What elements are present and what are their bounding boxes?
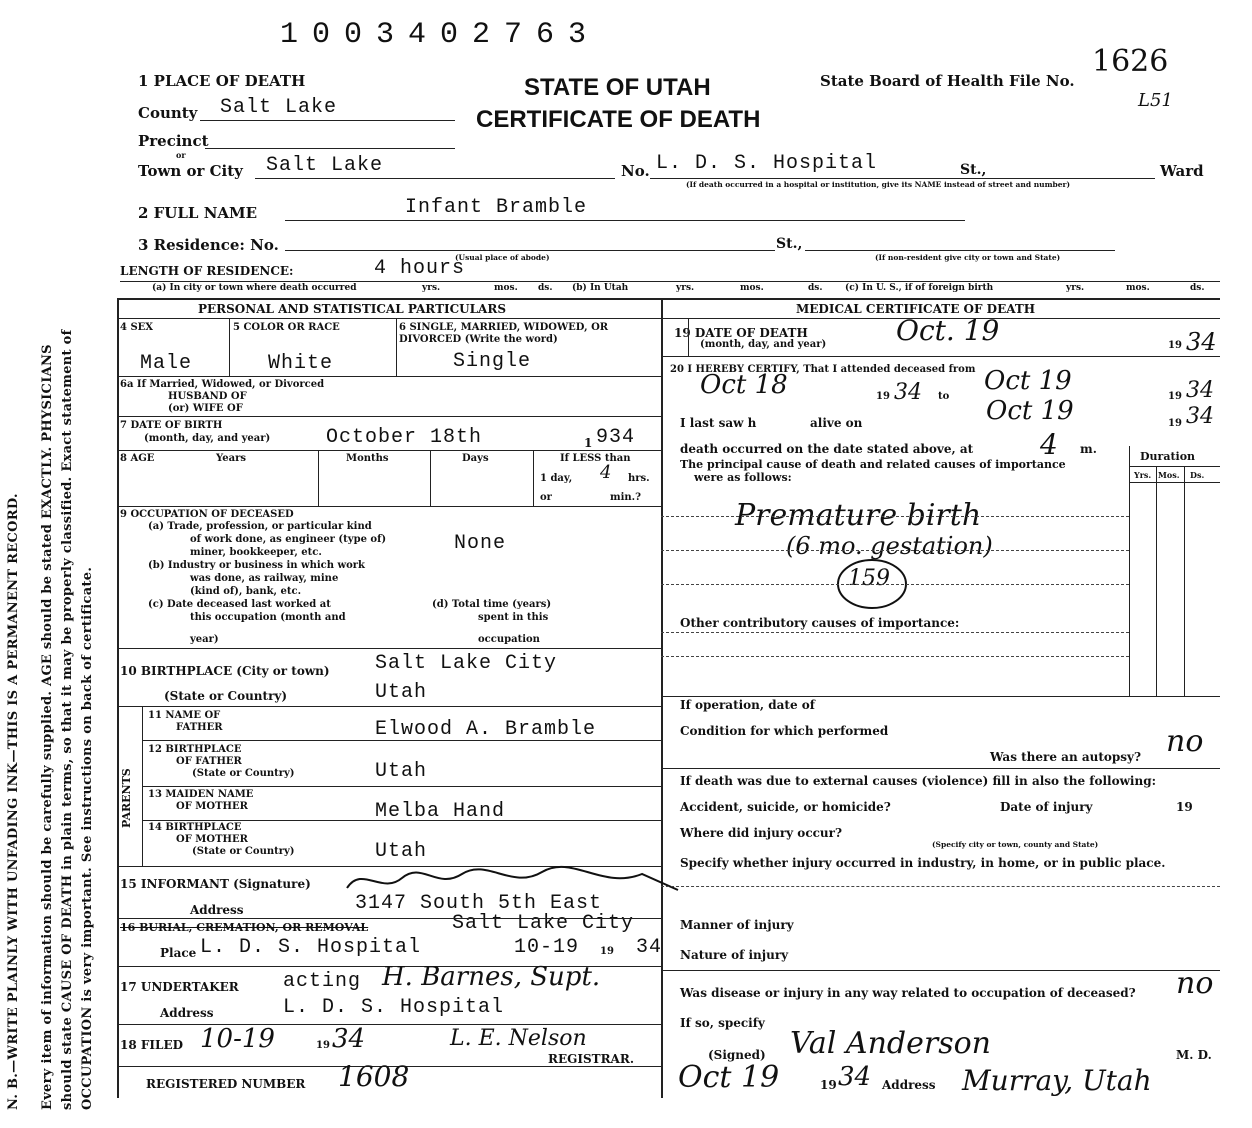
- if-so-label: If so, specify: [680, 1016, 765, 1030]
- accident-label: Accident, suicide, or homicide?: [680, 800, 891, 814]
- md-label: M. D.: [1176, 1048, 1212, 1062]
- contributory-label: Other contributory causes of importance:: [680, 616, 960, 630]
- father-label-2: FATHER: [176, 722, 223, 733]
- margin-line-4: OCCUPATION is very important. See instructions on back of certificate.: [80, 566, 95, 1110]
- dur-mos: Mos.: [1158, 470, 1180, 480]
- dob-label-2: (month, day, and year): [144, 433, 271, 444]
- dod-label-2: (month, day, and year): [700, 339, 827, 350]
- attended-to: Oct 19: [984, 366, 1072, 396]
- registrar-label: REGISTRAR.: [548, 1052, 635, 1066]
- filed-year: 34: [332, 1024, 366, 1054]
- occupation-label: 9 OCCUPATION OF DECEASED: [120, 509, 294, 520]
- informant-address-label: Address: [190, 903, 244, 917]
- duration-label: Duration: [1140, 450, 1196, 463]
- ward-label: Ward: [1160, 162, 1204, 180]
- county-label: County: [138, 104, 198, 122]
- address-value: L. D. S. Hospital: [656, 152, 878, 175]
- margin-line-3: should state CAUSE OF DEATH in plain terms, so that it may be properly classified. Exact statement of: [60, 329, 75, 1110]
- specify-label: Specify whether injury occurred in industry, in home, or in public place.: [680, 856, 1166, 870]
- dob-year-prefix: 1: [584, 436, 593, 450]
- signed-date: Oct 19: [678, 1060, 780, 1095]
- burial-year: 34: [636, 936, 663, 959]
- personal-header: PERSONAL AND STATISTICAL PARTICULARS: [198, 302, 507, 316]
- occupation-c1: (c) Date deceased last worked at: [148, 599, 331, 610]
- file-label: State Board of Health File No.: [820, 72, 1075, 90]
- mother-bp-label-2: OF MOTHER: [176, 834, 248, 845]
- birthplace-city: Salt Lake City: [375, 652, 558, 675]
- injury-date-label: Date of injury: [1000, 800, 1093, 814]
- mos-b: mos.: [740, 283, 764, 293]
- last-saw-tail: alive on: [810, 416, 863, 430]
- spouse-label-3: (or) WIFE OF: [168, 403, 243, 414]
- cause-2: (6 mo. gestation): [786, 532, 993, 560]
- yrs-c: yrs.: [1066, 283, 1085, 293]
- occupation-a1: (a) Trade, profession, or particular kind: [148, 521, 372, 532]
- manner-label: Manner of injury: [680, 918, 794, 932]
- physician-address: Murray, Utah: [962, 1064, 1152, 1097]
- cause-1: Premature birth: [735, 498, 982, 533]
- birthplace-state-label: (State or Country): [164, 689, 288, 703]
- last-saw-label: I last saw h: [680, 416, 757, 430]
- length-sub-b: (b) In Utah: [572, 283, 629, 293]
- occupation-d1: (d) Total time (years): [432, 599, 552, 610]
- less-label: If LESS than: [560, 453, 631, 464]
- ds-a: ds.: [538, 283, 553, 293]
- birthplace-state: Utah: [375, 681, 428, 704]
- informant-address-2: Salt Lake City: [452, 912, 635, 935]
- years-label: Years: [216, 453, 247, 464]
- autopsy-value: no: [1166, 724, 1204, 759]
- mother-label-2: OF MOTHER: [176, 801, 248, 812]
- dod-year-prefix: 19: [1168, 340, 1182, 351]
- undertaker-label: 17 UNDERTAKER: [120, 980, 239, 994]
- abode-note: (Usual place of abode): [455, 253, 550, 262]
- undertaker-signature: H. Barnes, Supt.: [382, 962, 601, 992]
- informant-label: 15 INFORMANT (Signature): [120, 877, 311, 891]
- cause-code: 159: [848, 566, 890, 591]
- physician-signature: Val Anderson: [790, 1026, 991, 1061]
- address-note: (If death occurred in a hospital or institution, give its NAME instead of street and number): [686, 180, 1071, 189]
- to-year: 34: [1186, 378, 1214, 403]
- physician-address-label: Address: [882, 1078, 936, 1092]
- to-label: to: [938, 391, 950, 402]
- certify-label: 20 I HEREBY CERTIFY, That I attended deceased from: [670, 364, 976, 375]
- autopsy-label: Was there an autopsy?: [990, 750, 1142, 764]
- mos-c: mos.: [1126, 283, 1150, 293]
- burial-place-label: Place: [160, 946, 197, 960]
- condition-label: Condition for which performed: [680, 724, 889, 738]
- burial-date: 10-19: [514, 936, 580, 959]
- no-label: No.: [621, 162, 650, 180]
- signed-year-prefix: 19: [820, 1078, 837, 1092]
- certificate-title: CERTIFICATE OF DEATH: [476, 106, 761, 133]
- mother-bp-value: Utah: [375, 840, 428, 863]
- yrs-a: yrs.: [422, 283, 441, 293]
- registered-label: REGISTERED NUMBER: [146, 1077, 306, 1091]
- length-sub-c: (c) In U. S., if of foreign birth: [845, 283, 994, 293]
- or-label-age: or: [540, 492, 552, 503]
- occupation-d2: spent in this: [478, 612, 549, 623]
- mother-label-1: 13 MAIDEN NAME: [148, 789, 254, 800]
- full-name-label: 2 FULL NAME: [138, 204, 258, 222]
- ds-c: ds.: [1190, 283, 1205, 293]
- file-number: 1626: [1092, 44, 1169, 79]
- dod-year: 34: [1186, 328, 1217, 356]
- sex-label: 4 SEX: [120, 322, 154, 333]
- signed-year: 34: [838, 1062, 872, 1092]
- father-bp-label-3: (State or Country): [192, 768, 295, 779]
- burial-place: L. D. S. Hospital: [200, 936, 422, 959]
- spouse-label-1: 6a If Married, Widowed, or Divorced: [120, 379, 325, 390]
- county-value: Salt Lake: [220, 96, 338, 119]
- dur-yrs: Yrs.: [1134, 470, 1152, 480]
- occupation-d3: occupation: [478, 634, 540, 645]
- city-label: Town or City: [138, 162, 243, 180]
- last-saw-year: 34: [1186, 404, 1214, 429]
- occurred-time: 4: [1040, 428, 1058, 461]
- burial-label: 16 BURIAL, CREMATION, OR REMOVAL: [120, 921, 369, 934]
- attended-from: Oct 18: [700, 370, 788, 400]
- days-label: Days: [462, 453, 489, 464]
- ds-b: ds.: [808, 283, 823, 293]
- burial-year-prefix: 19: [600, 946, 614, 957]
- spouse-label-2: HUSBAND OF: [168, 391, 247, 402]
- city-value: Salt Lake: [266, 154, 384, 177]
- father-bp-label-2: OF FATHER: [176, 756, 242, 767]
- informant-address: 3147 South 5th East: [355, 892, 603, 915]
- dob-value: October 18th: [326, 426, 483, 449]
- last-saw-year-prefix: 19: [1168, 418, 1182, 429]
- age-label: 8 AGE: [120, 453, 155, 464]
- undertaker-address: L. D. S. Hospital: [283, 996, 505, 1019]
- nonres-note: (If non-resident give city or town and State): [875, 253, 1061, 262]
- registered-value: 1608: [338, 1060, 410, 1093]
- serial-number: 1003402763: [280, 18, 601, 52]
- from-year-prefix: 19: [876, 391, 890, 402]
- mother-bp-label-3: (State or Country): [192, 846, 295, 857]
- length-label: LENGTH OF RESIDENCE:: [120, 264, 294, 278]
- father-bp-value: Utah: [375, 760, 428, 783]
- birthplace-label: 10 BIRTHPLACE (City or town): [120, 664, 330, 678]
- margin-line-2: Every item of information should be carefully supplied. AGE should be stated EXACTLY. PHYSICIANS: [40, 344, 55, 1110]
- residence-label: 3 Residence: No.: [138, 236, 279, 254]
- filed-date: 10-19: [200, 1024, 275, 1054]
- dob-year: 934: [596, 426, 636, 449]
- dob-label-1: 7 DATE OF BIRTH: [120, 420, 223, 431]
- st-label: St.,: [960, 162, 987, 178]
- hrs-value: 4: [600, 462, 612, 483]
- months-label: Months: [346, 453, 389, 464]
- signed-label: (Signed): [708, 1048, 766, 1062]
- parents-side-label: PARENTS: [120, 768, 133, 828]
- occupation-b2: was done, as railway, mine: [190, 573, 339, 584]
- dod-value: Oct. 19: [896, 314, 1000, 347]
- sex-value: Male: [140, 352, 193, 375]
- cause-label-1: The principal cause of death and related causes of importance: [680, 458, 1066, 471]
- external-label: If death was due to external causes (violence) fill in also the following:: [680, 774, 1157, 788]
- occupation-a3: miner, bookkeeper, etc.: [190, 547, 322, 558]
- marital-value: Single: [453, 350, 532, 373]
- day-label: 1 day,: [540, 473, 573, 484]
- registrar-signature: L. E. Nelson: [450, 1026, 587, 1051]
- occupation-value: None: [454, 532, 507, 555]
- m-label: m.: [1080, 442, 1097, 456]
- occupation-related-value: no: [1176, 966, 1214, 1001]
- yrs-b: yrs.: [676, 283, 695, 293]
- from-year: 34: [894, 380, 922, 405]
- occupation-b3: (kind of), bank, etc.: [190, 586, 302, 597]
- color-value: White: [268, 352, 334, 375]
- occupation-a2: of work done, as engineer (type of): [190, 534, 387, 545]
- full-name-value: Infant Bramble: [405, 196, 588, 219]
- min-label: min.?: [610, 492, 641, 503]
- dod-label-1: 19 DATE OF DEATH: [674, 326, 808, 340]
- file-sub: L51: [1138, 90, 1173, 111]
- cause-label-2: were as follows:: [694, 471, 792, 484]
- state-title: STATE OF UTAH: [524, 74, 711, 101]
- medical-header: MEDICAL CERTIFICATE OF DEATH: [796, 302, 1036, 316]
- father-label-1: 11 NAME OF: [148, 710, 221, 721]
- occurred-label: death occurred on the date stated above, at: [680, 442, 974, 456]
- mother-value: Melba Hand: [375, 800, 506, 823]
- to-year-prefix: 19: [1168, 391, 1182, 402]
- nature-label: Nature of injury: [680, 948, 789, 962]
- occupation-c3: year): [190, 634, 219, 645]
- father-value: Elwood A. Bramble: [375, 718, 597, 741]
- filed-label: 18 FILED: [120, 1038, 183, 1052]
- length-value: 4 hours: [374, 257, 466, 280]
- or-label: or: [176, 150, 186, 160]
- hrs-label: hrs.: [628, 473, 650, 484]
- occupation-b1: (b) Industry or business in which work: [148, 560, 365, 571]
- undertaker-address-label: Address: [160, 1006, 214, 1020]
- mother-bp-label-1: 14 BIRTHPLACE: [148, 822, 242, 833]
- mos-a: mos.: [494, 283, 518, 293]
- filed-year-prefix: 19: [316, 1040, 330, 1051]
- where-note: (Specify city or town, county and State): [932, 840, 1099, 849]
- occupation-related-label: Was disease or injury in any way related to occupation of deceased?: [680, 986, 1136, 1000]
- father-bp-label-1: 12 BIRTHPLACE: [148, 744, 242, 755]
- residence-st-label: St.,: [776, 236, 803, 252]
- where-label: Where did injury occur?: [680, 826, 843, 840]
- injury-year-prefix: 19: [1176, 800, 1193, 814]
- dur-ds: Ds.: [1190, 470, 1205, 480]
- length-sub-a: (a) In city or town where death occurred: [152, 283, 357, 293]
- margin-line-1: N. B.—WRITE PLAINLY WITH UNFADING INK—THIS IS A PERMANENT RECORD.: [6, 493, 21, 1110]
- operation-label: If operation, date of: [680, 698, 815, 712]
- place-of-death-label: 1 PLACE OF DEATH: [138, 72, 306, 90]
- occupation-c2: this occupation (month and: [190, 612, 346, 623]
- last-saw-value: Oct 19: [986, 396, 1074, 426]
- precinct-label: Precinct: [138, 132, 209, 150]
- marital-label: 6 SINGLE, MARRIED, WIDOWED, OR DIVORCED (Write the word): [399, 322, 609, 345]
- color-label: 5 COLOR OR RACE: [233, 322, 340, 333]
- undertaker-value: acting: [283, 970, 362, 993]
